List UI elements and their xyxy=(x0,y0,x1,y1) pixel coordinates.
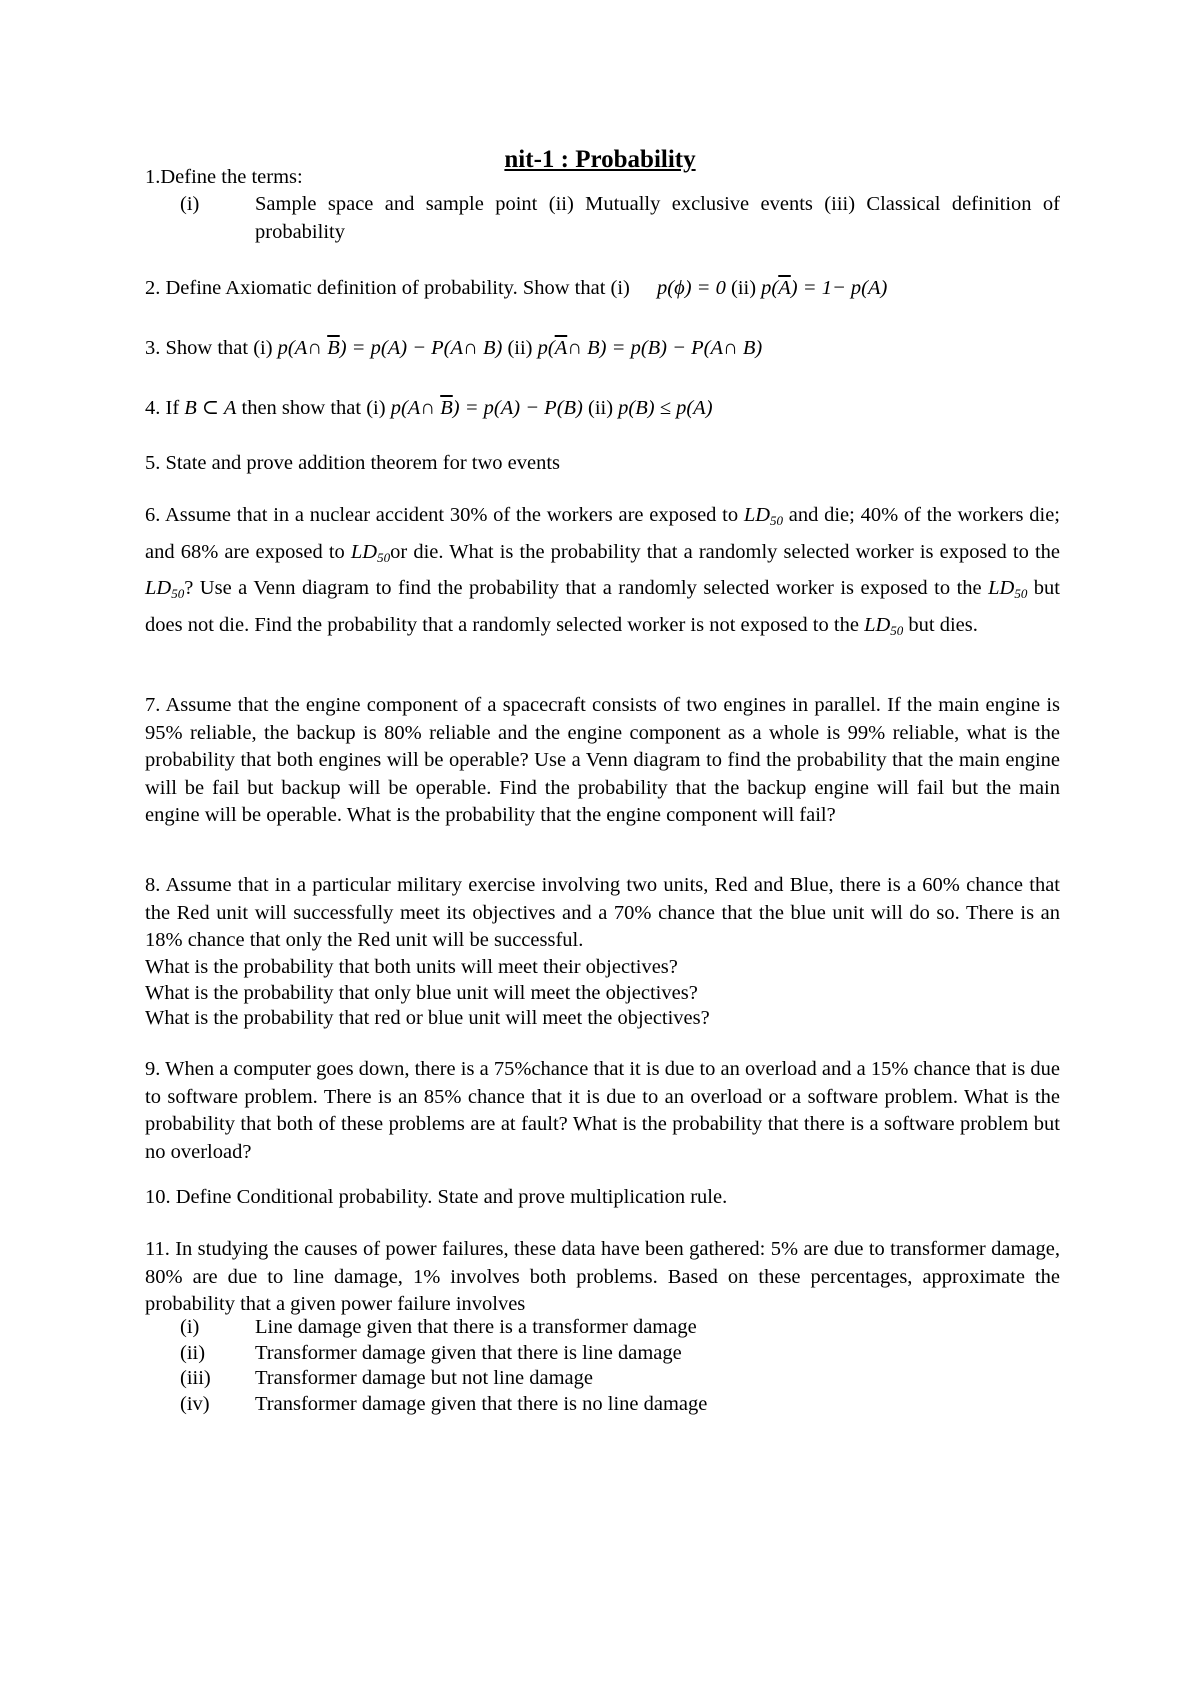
question-1-item xyxy=(0,191,1200,247)
formula: $p(\overline{A}\cap$ B) = p(B) − P(A∩ B) xyxy=(537,337,763,359)
list-item-number: (i) xyxy=(180,1316,200,1338)
list-item-number: (ii) xyxy=(180,1342,206,1364)
list-item xyxy=(0,1391,1200,1419)
question-8-subquestion: What is the probability that red or blue unit will meet the objectives? xyxy=(145,1007,710,1029)
list-item-text: Sample space and sample point (ii) Mutually exclusive events (iii) Classical definition of probability xyxy=(255,193,1060,243)
question-8-subquestion: What is the probability that both units will meet their objectives? xyxy=(145,956,678,978)
list-item-text: Transformer damage but not line damage xyxy=(255,1367,593,1389)
formula: p(B) ≤ p(A) xyxy=(618,397,713,419)
ld50-term: $LD_{50}$ xyxy=(145,577,185,601)
list-item-text: Transformer damage given that there is no line damage xyxy=(255,1393,708,1415)
list-item xyxy=(0,1365,1200,1393)
question-2: 2. Define Axiomatic definition of probability. Show that (i) p(ϕ) = 0 (ii) $p(\overline{A}) = 1- p(A)$ xyxy=(145,277,888,299)
list-item-text: Line damage given that there is a transformer damage xyxy=(255,1316,697,1338)
formula: $p(\overline{A}) = 1- p(A)$ xyxy=(761,277,888,299)
formula: p(A∩ $\overline{B}) = p(A) - P(B)$ xyxy=(390,397,583,419)
list-item xyxy=(0,1314,1200,1342)
question-7: 7. Assume that the engine component of a spacecraft consists of two engines in parallel. If the main engine is 95% reliable, the backup is 80% reliable and the engine component as a whole is 99% reliable, what is the probability that both engines will be operable? Use a Venn diagram to find the probability that the main engine will be fail but backup will be operable. Find the probability that the backup engine will fail but the main engine will be operable. What is the probability that the engine component will fail? xyxy=(145,694,1060,826)
question-10: 10. Define Conditional probability. State and prove multiplication rule. xyxy=(145,1186,728,1208)
question-6: 6. Assume that in a nuclear accident 30% of the workers are exposed to $LD_{50}$ and die; 40% of the workers die; and 68% are exposed to $LD_{50}or$ die. What is the probability that a randomly selected worker is exposed to the $LD_{50}$? Use a Venn diagram to find the probability that a randomly selected worker is exposed to the $LD_{50}$ but does not die. Find the probability that a randomly selected worker is not exposed to the $LD_{50}$ but dies. xyxy=(145,504,1061,638)
list-item-number: (iv) xyxy=(180,1393,210,1415)
question-8-intro: 8. Assume that in a particular military exercise involving two units, Red and Blue, there is a 60% chance that the Red unit will successfully meet its objectives and a 70% chance that the blue unit will do so. There is an 18% chance that only the Red unit will be successful. xyxy=(145,874,1060,951)
question-3: 3. Show that (i) p(A∩ $\overline{B}) = p(A)$ − P(A∩ B) (ii) $p(\overline{A}\cap$ B) = p(B) − P(A∩ B) xyxy=(145,337,763,359)
formula: p(ϕ) = 0 xyxy=(657,277,726,299)
ld50-term: $LD_{50}$ xyxy=(988,577,1028,601)
ld50-term: $LD_{50}$ xyxy=(350,540,391,565)
ld50-term: $LD_{50}$ xyxy=(864,613,904,638)
ld50-term: $LD_{50}$ xyxy=(743,504,784,528)
question-11-intro: 11. In studying the causes of power failures, these data have been gathered: 5% are due to transformer damage, 80% are due to line damage, 1% involves both problems. Based on these percentages, approximate the probability that a given power failure involves xyxy=(145,1238,1060,1315)
page-title: nit-1 : Probability xyxy=(504,146,696,173)
list-item xyxy=(0,1340,1200,1368)
question-8-subquestion: What is the probability that only blue unit will meet the objectives? xyxy=(145,982,698,1004)
list-item-number: (i) xyxy=(180,193,200,215)
list-item-text: Transformer damage given that there is line damage xyxy=(255,1342,682,1364)
formula: p(A∩ $\overline{B}) = p(A)$ − P(A∩ B) xyxy=(277,337,503,359)
question-5: 5. State and prove addition theorem for two events xyxy=(145,452,561,474)
question-1-heading: 1.Define the terms: xyxy=(145,166,303,188)
question-4: 4. If B ⊂ A then show that (i) p(A∩ $\overline{B}) = p(A) - P(B)$ (ii) p(B) ≤ p(A) xyxy=(145,397,713,419)
question-9: 9. When a computer goes down, there is a 75%chance that it is due to an overload and a 15% chance that is due to software problem. There is an 85% chance that it is due to an overload or a software problem. What is the probability that both of these problems are at fault? What is the probability that there is a software problem but no overload? xyxy=(145,1058,1060,1163)
formula: B ⊂ A xyxy=(184,397,237,419)
list-item-number: (iii) xyxy=(180,1367,211,1389)
